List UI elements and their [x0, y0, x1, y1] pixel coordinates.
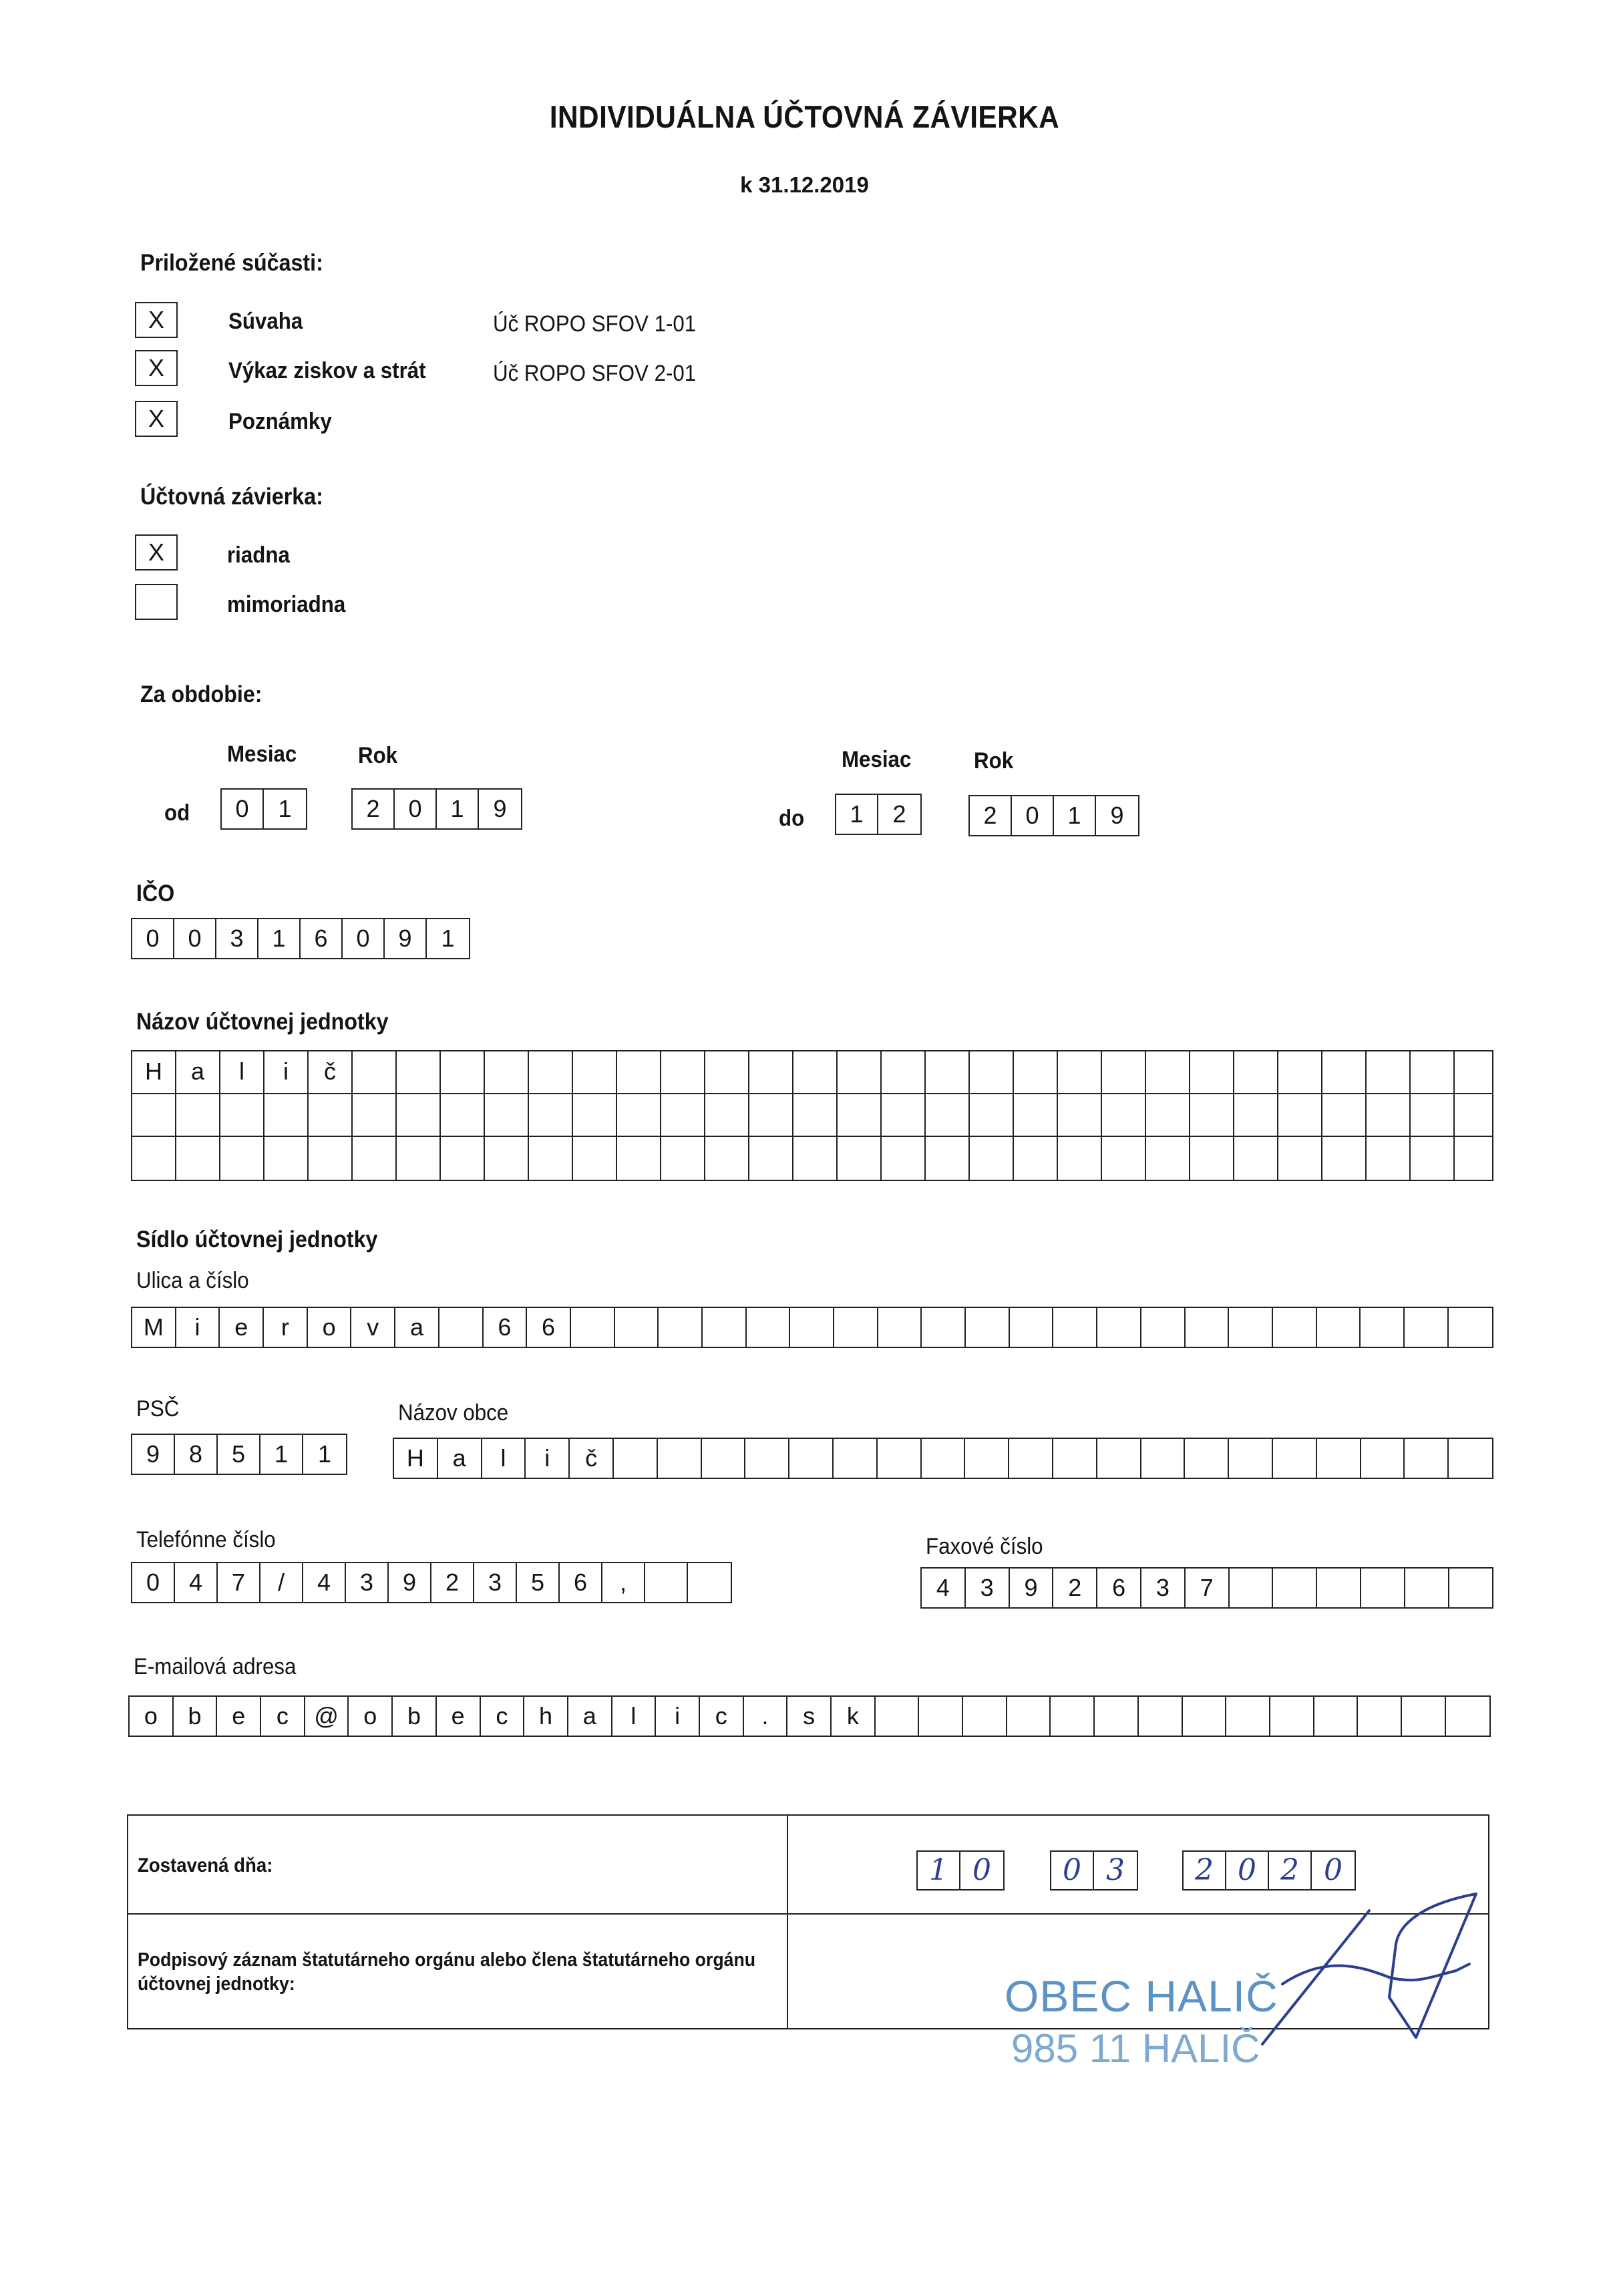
character-cell: [1317, 1308, 1361, 1347]
character-cell: e: [217, 1697, 261, 1736]
character-cell: [838, 1137, 882, 1180]
character-cell: i: [526, 1439, 570, 1478]
character-cell: [703, 1308, 747, 1347]
code-vykaz: Úč ROPO SFOV 2-01: [493, 361, 697, 386]
character-cell: [1317, 1569, 1361, 1607]
checkbox-poznamky[interactable]: X: [135, 401, 178, 437]
character-cell: k: [832, 1697, 876, 1736]
character-cell: [1234, 1051, 1278, 1093]
character-cell: [745, 1439, 789, 1478]
psc-field[interactable]: [131, 1434, 347, 1475]
character-cell: [397, 1094, 441, 1136]
from-year-label: Rok: [358, 743, 398, 768]
character-cell: [926, 1137, 970, 1180]
character-cell: 3: [966, 1569, 1010, 1607]
character-cell: l: [482, 1439, 526, 1478]
character-cell: 9: [1010, 1569, 1054, 1607]
character-cell: [793, 1137, 838, 1180]
handwritten-digit: 0: [1324, 1853, 1343, 1887]
character-cell: [1229, 1308, 1273, 1347]
character-cell: [878, 1439, 922, 1478]
character-cell: [1009, 1439, 1053, 1478]
character-cell: 1: [317, 1440, 332, 1468]
character-cell: [876, 1697, 920, 1736]
digit-cell: 1: [1054, 796, 1096, 835]
character-cell: [1186, 1308, 1230, 1347]
character-cell: s: [787, 1697, 832, 1736]
handwritten-digit: 1: [918, 1852, 960, 1889]
from-year-field[interactable]: [351, 788, 522, 830]
character-cell: i: [176, 1308, 220, 1347]
character-cell: [705, 1137, 749, 1180]
ico-label: IČO: [136, 880, 175, 907]
character-cell: 0: [132, 1563, 175, 1602]
character-cell: .: [744, 1697, 788, 1736]
character-cell: [1455, 1094, 1499, 1136]
character-cell: [926, 1051, 970, 1093]
fax-label: Faxové číslo: [926, 1534, 1043, 1559]
character-cell: [1455, 1137, 1499, 1180]
handwritten-digit: 2: [1269, 1852, 1312, 1889]
character-cell: [1405, 1439, 1449, 1478]
to-label: do: [779, 806, 805, 831]
character-cell: [747, 1308, 791, 1347]
address-heading: Sídlo účtovnej jednotky: [136, 1226, 378, 1253]
character-cell: [838, 1094, 882, 1136]
character-cell: [441, 1094, 485, 1136]
character-cell: [1322, 1137, 1367, 1180]
character-cell: [176, 1094, 220, 1136]
character-cell: 2: [1053, 1569, 1097, 1607]
character-cell: [1322, 1051, 1367, 1093]
handwritten-digit: 3: [1106, 1853, 1125, 1887]
character-cell: a: [438, 1439, 482, 1478]
from-month-field[interactable]: [220, 788, 307, 830]
character-cell: [1102, 1137, 1146, 1180]
character-cell: 4: [922, 1569, 966, 1607]
character-cell: 5: [517, 1563, 560, 1602]
character-cell: r: [264, 1308, 308, 1347]
character-cell: [353, 1094, 397, 1136]
handwritten-digit: 2: [1184, 1852, 1226, 1889]
character-cell: [1146, 1094, 1190, 1136]
character-cell: [1139, 1697, 1183, 1736]
label-poznamky: Poznámky: [228, 409, 332, 434]
character-cell: [353, 1051, 397, 1093]
street-field[interactable]: [131, 1307, 1493, 1348]
character-cell: [1185, 1439, 1229, 1478]
character-cell: [1014, 1137, 1058, 1180]
phone-field[interactable]: [131, 1562, 732, 1603]
compiled-day-field[interactable]: [916, 1850, 1005, 1891]
character-cell: [1141, 1308, 1186, 1347]
character-cell: [702, 1439, 746, 1478]
signature-label-line2: účtovnej jednotky:: [138, 1973, 295, 1995]
character-cell: [1411, 1137, 1455, 1180]
character-cell: 6: [560, 1563, 602, 1602]
character-cell: [1278, 1137, 1322, 1180]
character-cell: [1367, 1051, 1411, 1093]
character-cell: [485, 1137, 529, 1180]
digit-cell: 9: [385, 919, 427, 958]
character-cell: [922, 1308, 966, 1347]
entity-name-label: Názov účtovnej jednotky: [136, 1009, 389, 1035]
character-cell: [353, 1137, 397, 1180]
character-cell: 6: [527, 1308, 571, 1347]
digit-cell: 0: [343, 919, 385, 958]
character-cell: [882, 1051, 926, 1093]
character-cell: [878, 1308, 922, 1347]
character-cell: 3: [474, 1563, 517, 1602]
fax-field[interactable]: [920, 1567, 1493, 1609]
character-cell: [1449, 1439, 1493, 1478]
character-cell: [1402, 1697, 1446, 1736]
document-title: INDIVIDUÁLNA ÚČTOVNÁ ZÁVIERKA: [549, 100, 1060, 134]
character-cell: [132, 1137, 176, 1180]
character-cell: [485, 1051, 529, 1093]
character-cell: [834, 1308, 878, 1347]
character-cell: [1449, 1308, 1493, 1347]
character-cell: [1234, 1094, 1278, 1136]
email-field[interactable]: [128, 1695, 1491, 1737]
character-cell: [617, 1051, 661, 1093]
digit-cell: 6: [301, 919, 343, 958]
character-cell: [838, 1051, 882, 1093]
character-cell: [1141, 1439, 1186, 1478]
character-cell: [749, 1137, 793, 1180]
character-cell: H: [394, 1439, 438, 1478]
signature-label-line1: Podpisový záznam štatutárneho orgánu alebo člena štatutárneho orgánu: [138, 1949, 756, 1971]
character-cell: [615, 1308, 659, 1347]
code-suvaha: Úč ROPO SFOV 1-01: [493, 311, 697, 337]
character-cell: [1230, 1569, 1274, 1607]
digit-cell: 2: [892, 800, 906, 828]
character-cell: 8: [175, 1435, 218, 1474]
character-cell: [1146, 1137, 1190, 1180]
character-cell: [1097, 1308, 1141, 1347]
character-cell: [834, 1439, 878, 1478]
character-cell: l: [220, 1051, 264, 1093]
character-cell: [1234, 1137, 1278, 1180]
character-cell: 3: [1141, 1569, 1186, 1607]
character-cell: [1014, 1094, 1058, 1136]
character-cell: [965, 1439, 1009, 1478]
character-cell: [926, 1094, 970, 1136]
character-cell: [970, 1051, 1014, 1093]
name-grid-row: [132, 1094, 1492, 1137]
character-cell: [220, 1137, 264, 1180]
character-cell: [1270, 1697, 1314, 1736]
character-cell: [1322, 1094, 1367, 1136]
character-cell: c: [261, 1697, 305, 1736]
digit-cell: 2: [353, 790, 395, 828]
character-cell: [264, 1094, 309, 1136]
character-cell: [220, 1094, 264, 1136]
character-cell: b: [393, 1697, 437, 1736]
official-stamp-line1: OBEC HALIČ: [1005, 1971, 1278, 2021]
character-cell: [658, 1439, 702, 1478]
period-heading: Za obdobie:: [140, 681, 262, 707]
character-cell: @: [305, 1697, 349, 1736]
character-cell: [749, 1094, 793, 1136]
character-cell: [966, 1308, 1010, 1347]
character-cell: [1053, 1308, 1097, 1347]
character-cell: l: [612, 1697, 657, 1736]
character-cell: [970, 1137, 1014, 1180]
character-cell: [1053, 1439, 1097, 1478]
character-cell: [749, 1051, 793, 1093]
character-cell: [1095, 1697, 1139, 1736]
character-cell: [529, 1051, 573, 1093]
character-cell: [573, 1137, 617, 1180]
character-cell: 6: [1097, 1569, 1141, 1607]
character-cell: [571, 1308, 615, 1347]
character-cell: [617, 1137, 661, 1180]
character-cell: a: [395, 1308, 439, 1347]
character-cell: o: [308, 1308, 352, 1347]
character-cell: [1190, 1094, 1234, 1136]
character-cell: [1058, 1137, 1102, 1180]
character-cell: 1: [260, 1435, 303, 1474]
signature-column-divider: [787, 1814, 788, 2029]
character-cell: a: [568, 1697, 612, 1736]
character-cell: [441, 1051, 485, 1093]
character-cell: [970, 1094, 1014, 1136]
character-cell: [1278, 1051, 1322, 1093]
label-mimoriadna: mimoriadna: [227, 592, 346, 617]
town-field[interactable]: [393, 1438, 1493, 1479]
character-cell: [1226, 1697, 1270, 1736]
digit-cell: 0: [1012, 796, 1054, 835]
character-cell: c: [700, 1697, 744, 1736]
character-cell: [397, 1051, 441, 1093]
character-cell: 7: [1186, 1569, 1230, 1607]
character-cell: a: [176, 1051, 220, 1093]
character-cell: [439, 1308, 484, 1347]
character-cell: [1367, 1094, 1411, 1136]
character-cell: [529, 1137, 573, 1180]
character-cell: [1102, 1094, 1146, 1136]
character-cell: [1010, 1308, 1054, 1347]
digit-cell: 1: [437, 790, 479, 828]
character-cell: 2: [431, 1563, 474, 1602]
handwritten-digit: 0: [1226, 1852, 1269, 1889]
character-cell: [529, 1094, 573, 1136]
to-month-field[interactable]: [835, 794, 922, 835]
town-label: Názov obce: [398, 1400, 509, 1426]
digit-cell: 0: [222, 790, 264, 828]
character-cell: [661, 1094, 705, 1136]
character-cell: [441, 1137, 485, 1180]
character-cell: [688, 1563, 731, 1602]
character-cell: /: [260, 1563, 303, 1602]
character-cell: [614, 1439, 658, 1478]
character-cell: [1051, 1697, 1095, 1736]
digit-cell: 2: [970, 796, 1012, 835]
character-cell: [789, 1439, 834, 1478]
handwritten-digit: 0: [972, 1853, 991, 1887]
character-cell: e: [220, 1308, 264, 1347]
character-cell: [1367, 1137, 1411, 1180]
character-cell: [793, 1051, 838, 1093]
official-stamp-line2: 985 11 HALIČ: [1011, 2026, 1260, 2071]
character-cell: H: [132, 1051, 176, 1093]
character-cell: č: [309, 1051, 353, 1093]
character-cell: 6: [484, 1308, 528, 1347]
digit-cell: 0: [395, 790, 437, 828]
digit-cell: 1: [836, 795, 878, 834]
character-cell: [485, 1094, 529, 1136]
character-cell: [309, 1094, 353, 1136]
character-cell: [919, 1697, 963, 1736]
street-label: Ulica a číslo: [136, 1268, 249, 1293]
character-cell: [1273, 1308, 1317, 1347]
signature-scribble: [1256, 1884, 1496, 2058]
digit-cell: 0: [174, 919, 216, 958]
to-month-label: Mesiac: [842, 747, 912, 772]
character-cell: [309, 1137, 353, 1180]
from-month-label: Mesiac: [227, 742, 297, 767]
character-cell: 7: [218, 1563, 260, 1602]
character-cell: h: [524, 1697, 568, 1736]
character-cell: [1190, 1137, 1234, 1180]
character-cell: 3: [346, 1563, 389, 1602]
character-cell: [1314, 1697, 1359, 1736]
character-cell: [1411, 1094, 1455, 1136]
components-heading: Priložené súčasti:: [140, 250, 323, 276]
character-cell: [573, 1051, 617, 1093]
character-cell: [1014, 1051, 1058, 1093]
phone-label: Telefónne číslo: [136, 1527, 276, 1552]
character-cell: [132, 1094, 176, 1136]
character-cell: [1058, 1051, 1102, 1093]
character-cell: 4: [175, 1563, 218, 1602]
character-cell: [264, 1137, 309, 1180]
character-cell: [882, 1094, 926, 1136]
character-cell: [573, 1094, 617, 1136]
character-cell: i: [264, 1051, 309, 1093]
character-cell: o: [130, 1697, 174, 1736]
psc-label: PSČ: [136, 1396, 180, 1422]
character-cell: [1273, 1439, 1317, 1478]
character-cell: [705, 1094, 749, 1136]
character-cell: [1278, 1094, 1322, 1136]
to-year-label: Rok: [974, 748, 1014, 774]
character-cell: i: [656, 1697, 700, 1736]
to-year-field[interactable]: [968, 795, 1139, 836]
character-cell: [1146, 1051, 1190, 1093]
character-cell: [922, 1439, 966, 1478]
character-cell: 9: [389, 1563, 431, 1602]
checkbox-riadna[interactable]: X: [135, 534, 178, 570]
digit-cell: 9: [1110, 802, 1124, 829]
character-cell: [1102, 1051, 1146, 1093]
name-grid-row: [132, 1137, 1492, 1180]
compiled-date-label: Zostavená dňa:: [138, 1854, 273, 1876]
character-cell: [1007, 1697, 1051, 1736]
ico-field[interactable]: [131, 918, 470, 959]
character-cell: [176, 1137, 220, 1180]
character-cell: č: [570, 1439, 614, 1478]
name-grid-row: [132, 1051, 1492, 1094]
statement-date: k 31.12.2019: [740, 172, 869, 197]
character-cell: 5: [218, 1435, 260, 1474]
character-cell: [1361, 1308, 1405, 1347]
entity-name-field[interactable]: [131, 1050, 1493, 1181]
character-cell: [1449, 1569, 1493, 1607]
digit-cell: 3: [216, 919, 258, 958]
label-suvaha: Súvaha: [228, 309, 303, 334]
character-cell: [1183, 1697, 1227, 1736]
character-cell: [1358, 1697, 1402, 1736]
character-cell: [1190, 1051, 1234, 1093]
character-cell: 9: [132, 1435, 175, 1474]
compiled-month-field[interactable]: [1050, 1850, 1138, 1891]
character-cell: [793, 1094, 838, 1136]
character-cell: 4: [303, 1563, 346, 1602]
character-cell: [397, 1137, 441, 1180]
character-cell: e: [437, 1697, 481, 1736]
digit-cell: 9: [493, 795, 507, 822]
label-vykaz: Výkaz ziskov a strát: [228, 358, 426, 383]
character-cell: c: [481, 1697, 525, 1736]
from-label: od: [164, 800, 190, 826]
character-cell: [1097, 1439, 1141, 1478]
character-cell: [882, 1137, 926, 1180]
character-cell: [661, 1137, 705, 1180]
character-cell: [1455, 1051, 1499, 1093]
character-cell: [1058, 1094, 1102, 1136]
character-cell: [1446, 1697, 1490, 1736]
character-cell: [790, 1308, 834, 1347]
character-cell: [1229, 1439, 1273, 1478]
checkbox-vykaz[interactable]: X: [135, 350, 178, 386]
character-cell: [1405, 1569, 1449, 1607]
character-cell: [1361, 1569, 1405, 1607]
character-cell: [1411, 1051, 1455, 1093]
character-cell: [659, 1308, 703, 1347]
character-cell: [645, 1563, 688, 1602]
character-cell: b: [174, 1697, 218, 1736]
statement-type-heading: Účtovná závierka:: [140, 484, 323, 510]
character-cell: [1361, 1439, 1405, 1478]
character-cell: [661, 1051, 705, 1093]
character-cell: [617, 1094, 661, 1136]
character-cell: M: [132, 1308, 176, 1347]
character-cell: [963, 1697, 1007, 1736]
label-riadna: riadna: [227, 542, 290, 568]
character-cell: o: [349, 1697, 393, 1736]
character-cell: v: [351, 1308, 395, 1347]
character-cell: [705, 1051, 749, 1093]
digit-cell: 0: [132, 919, 174, 958]
character-cell: [1273, 1569, 1317, 1607]
handwritten-digit: 0: [1051, 1852, 1094, 1889]
digit-cell: 1: [441, 925, 455, 952]
checkbox-mimoriadna[interactable]: [135, 584, 178, 620]
checkbox-suvaha[interactable]: X: [135, 302, 178, 338]
digit-cell: 1: [258, 919, 301, 958]
digit-cell: 1: [278, 795, 292, 822]
character-cell: [1405, 1308, 1449, 1347]
email-label: E-mailová adresa: [134, 1654, 297, 1679]
character-cell: ,: [602, 1563, 645, 1602]
character-cell: [1317, 1439, 1361, 1478]
